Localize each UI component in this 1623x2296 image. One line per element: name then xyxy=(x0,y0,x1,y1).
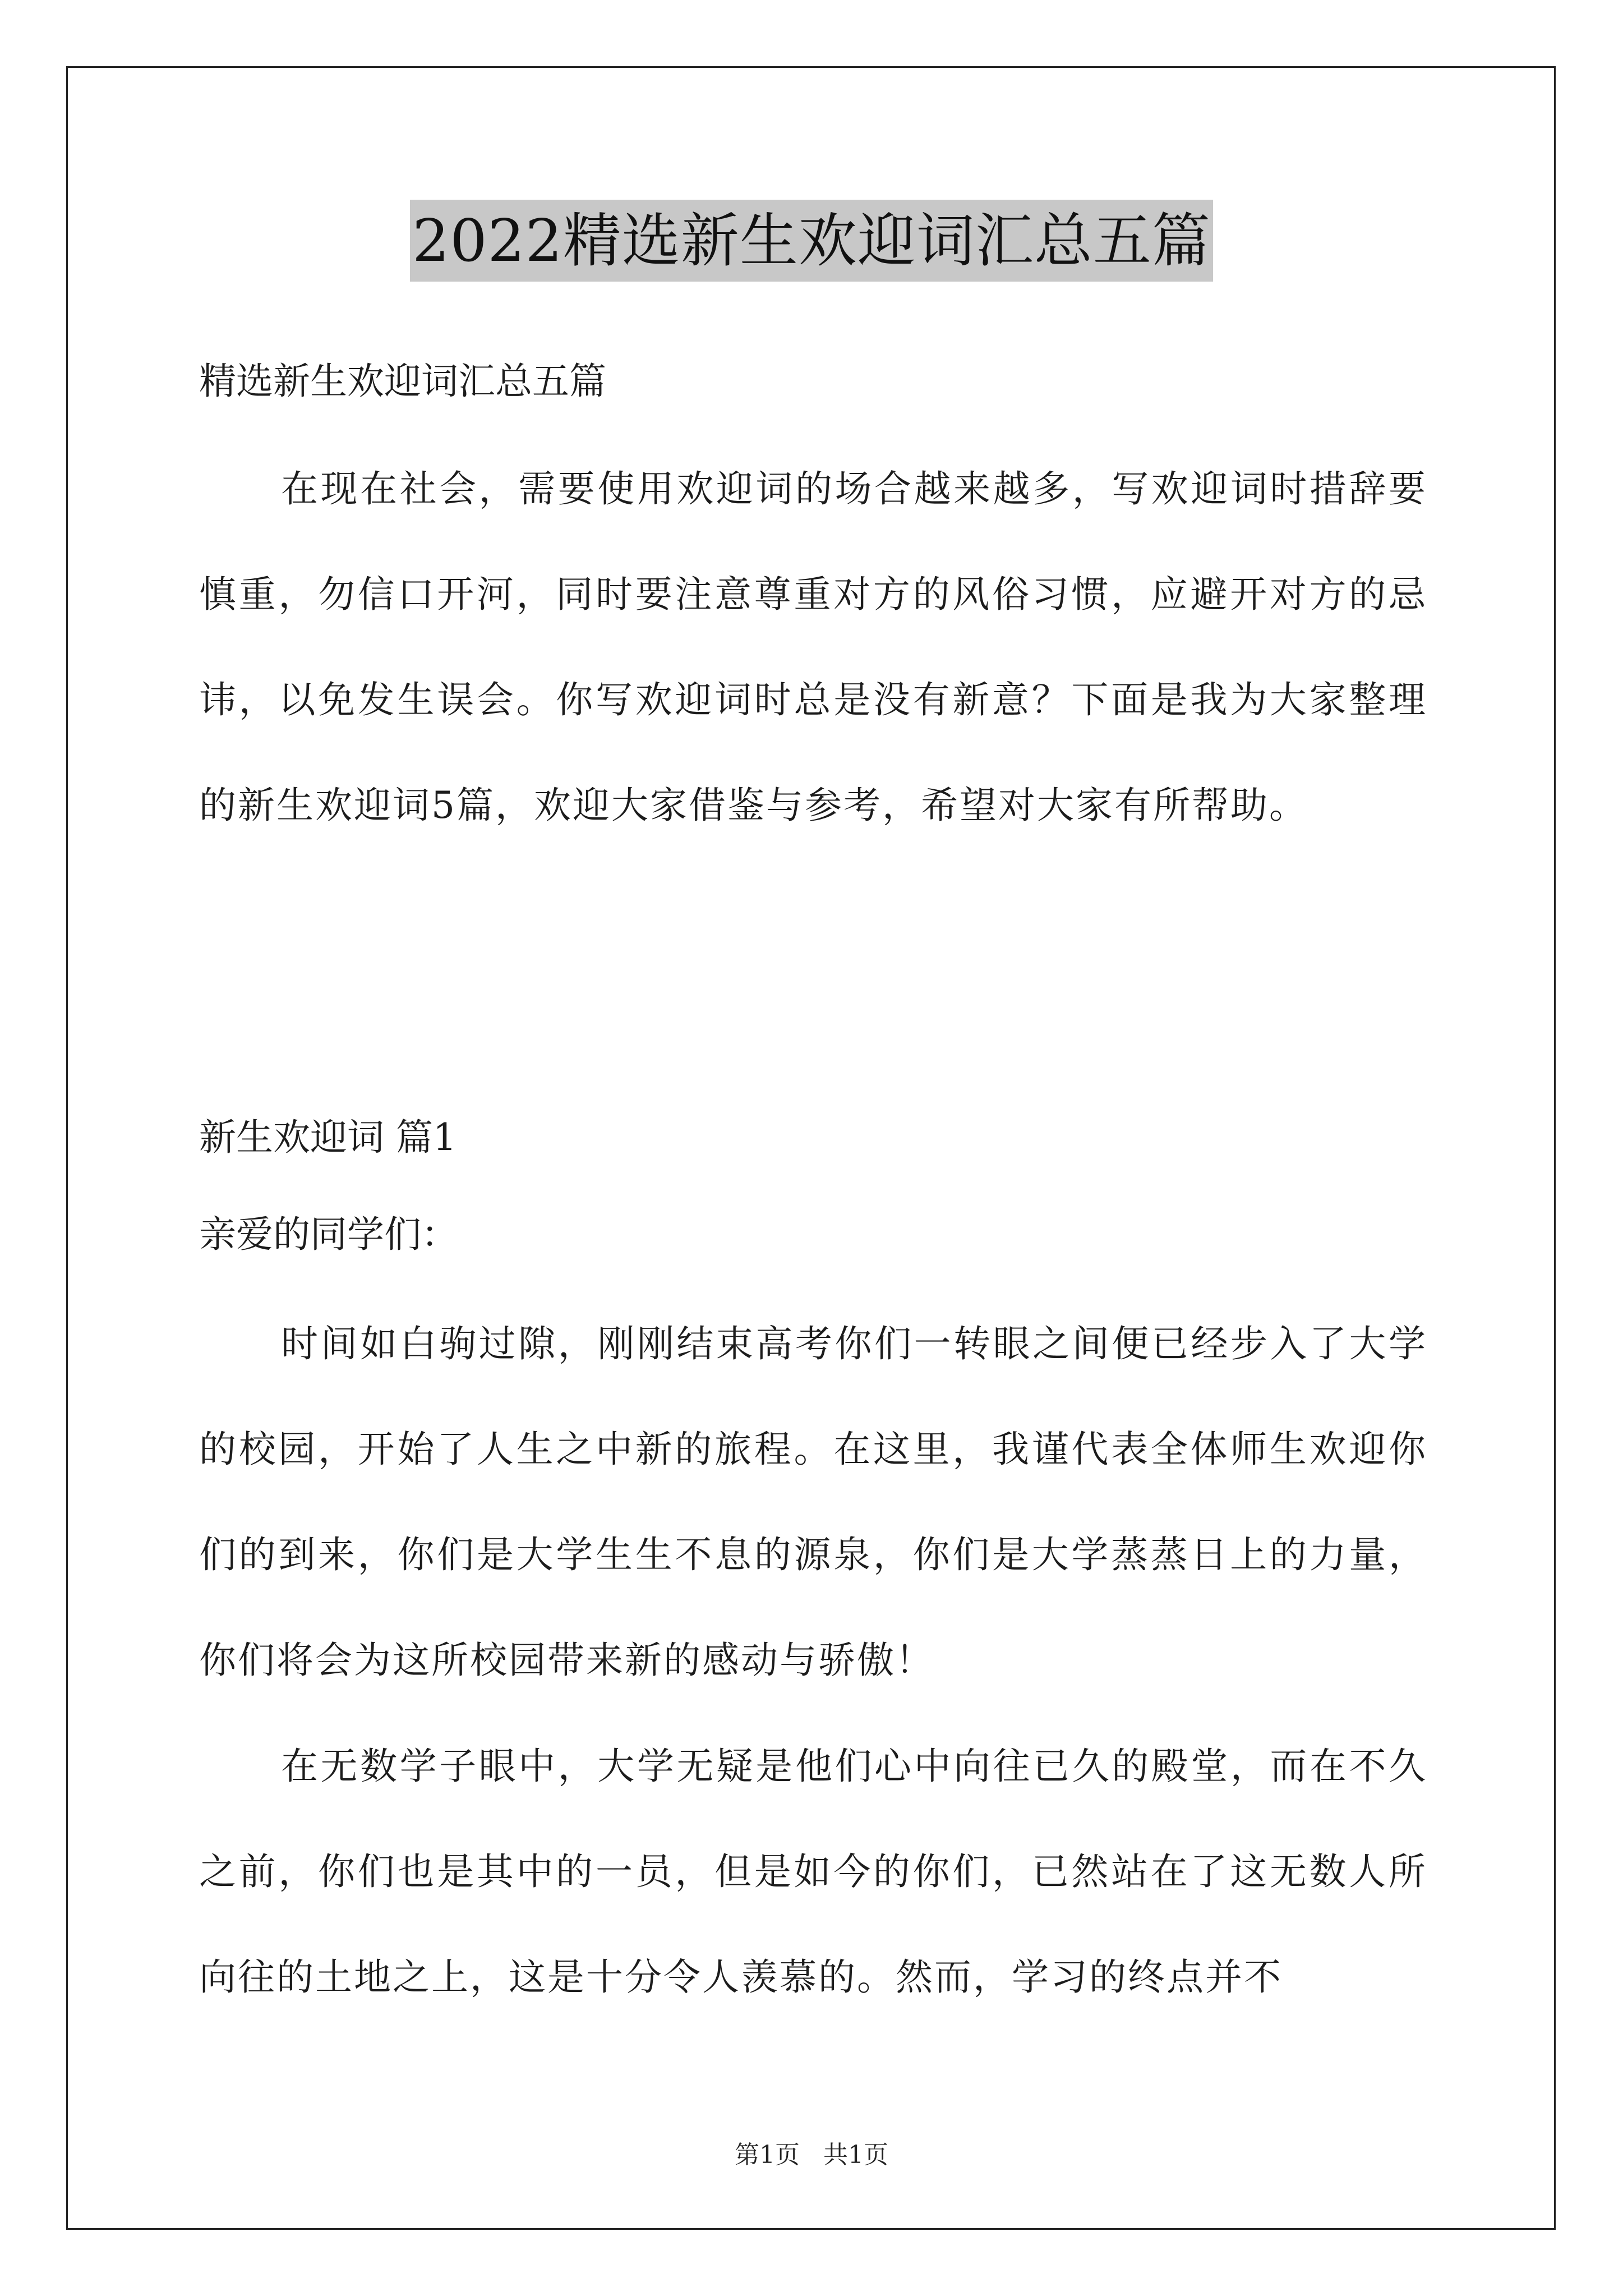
body-paragraph-1: 时间如白驹过隙，刚刚结束高考你们一转眼之间便已经步入了大学的校园，开始了人生之中新的旅程。在这里，我谨代表全体师生欢迎你们的到来，你们是大学生生不息的源泉，你们是大学蒸蒸日上的力量，你们将会为这所校园带来新的感动与骄傲！ xyxy=(199,1322,1427,1682)
page-footer xyxy=(0,2138,1623,2172)
section-heading: 新生欢迎词 篇1 xyxy=(199,1116,457,1159)
page-total: 共1页 xyxy=(823,2141,888,2169)
document-subtitle: 精选新生欢迎词汇总五篇 xyxy=(199,360,606,403)
title-container xyxy=(0,200,1623,282)
body-paragraph-2: 在无数学子眼中，大学无疑是他们心中向往已久的殿堂，而在不久之前，你们也是其中的一员，但是如今的你们，已然站在了这无数人所向往的土地之上，这是十分令人羡慕的。然而，学习的终点并不 xyxy=(199,1745,1427,1999)
greeting-line: 亲爱的同学们： xyxy=(199,1213,458,1256)
page-number: 第1页 xyxy=(735,2141,800,2169)
intro-paragraph: 在现在社会，需要使用欢迎词的场合越来越多，写欢迎词时措辞要慎重，勿信口开河，同时要注意尊重对方的风俗习惯，应避开对方的忌讳，以免发生误会。你写欢迎词时总是没有新意？下面是我为大家整理的新生欢迎词5篇，欢迎大家借鉴与参考，希望对大家有所帮助。 xyxy=(199,467,1427,827)
document-title: 2022精选新生欢迎词汇总五篇 xyxy=(410,200,1213,282)
